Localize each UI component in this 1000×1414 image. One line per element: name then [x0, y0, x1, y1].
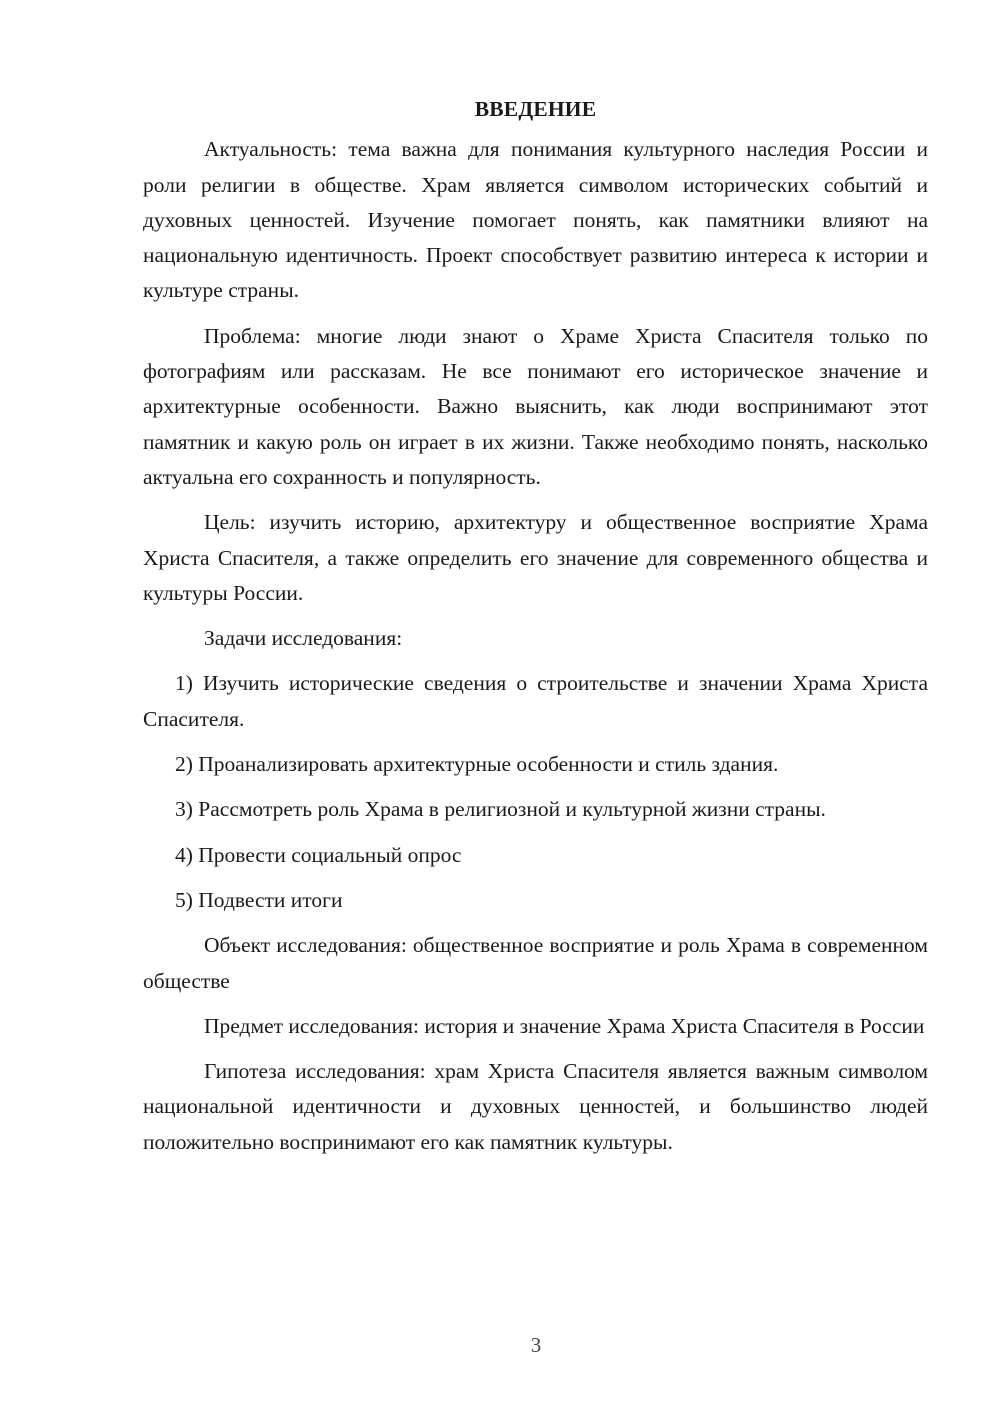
object-paragraph: Объект исследования: общественное восприятие и роль Храма в современном обществе: [143, 933, 928, 993]
task-item: 1) Изучить исторические сведения о строительстве и значении Храма Христа Спасителя.: [143, 671, 928, 731]
document-page: [143, 92, 928, 1170]
goal-paragraph: Цель: изучить историю, архитектуру и общественное восприятие Храма Христа Спасителя, а также определить его значение для современного общества и культуры России.: [143, 510, 928, 605]
problem-paragraph: Проблема: многие люди знают о Храме Христа Спасителя только по фотографиям или рассказам. Не все понимают его историческое значение и архитектурные особенности. Важно выяснить, как люди воспринимают этот памятник и какую роль он играет в их жизни. Также необходимо понять, насколько актуальна его сохранность и популярность.: [143, 323, 928, 489]
task-item: 3) Рассмотреть роль Храма в религиозной и культурной жизни страны.: [175, 797, 826, 822]
hypothesis-paragraph: Гипотеза исследования: храм Христа Спасителя является важным символом национальной идентичности и духовных ценностей, и большинство людей положительно воспринимают его как памятник культуры.: [143, 1059, 928, 1154]
task-item: 5) Подвести итоги: [175, 887, 343, 912]
page-number: 3: [530, 1333, 542, 1357]
task-item: 4) Провести социальный опрос: [175, 842, 462, 867]
tasks-heading: Задачи исследования:: [204, 626, 403, 651]
page-title: ВВЕДЕНИЕ: [474, 97, 597, 121]
subject-paragraph: Предмет исследования: история и значение Храма Христа Спасителя в России: [204, 1013, 925, 1038]
relevance-paragraph: Актуальность: тема важна для понимания культурного наследия России и роли религии в обществе. Храм является символом исторических событий и духовных ценностей. Изучение помогает понять, как памятники влияют на национальную идентичность. Проект способствует развитию интереса к истории и культуре страны.: [143, 137, 928, 303]
task-item: 2) Проанализировать архитектурные особенности и стиль здания.: [175, 752, 779, 777]
